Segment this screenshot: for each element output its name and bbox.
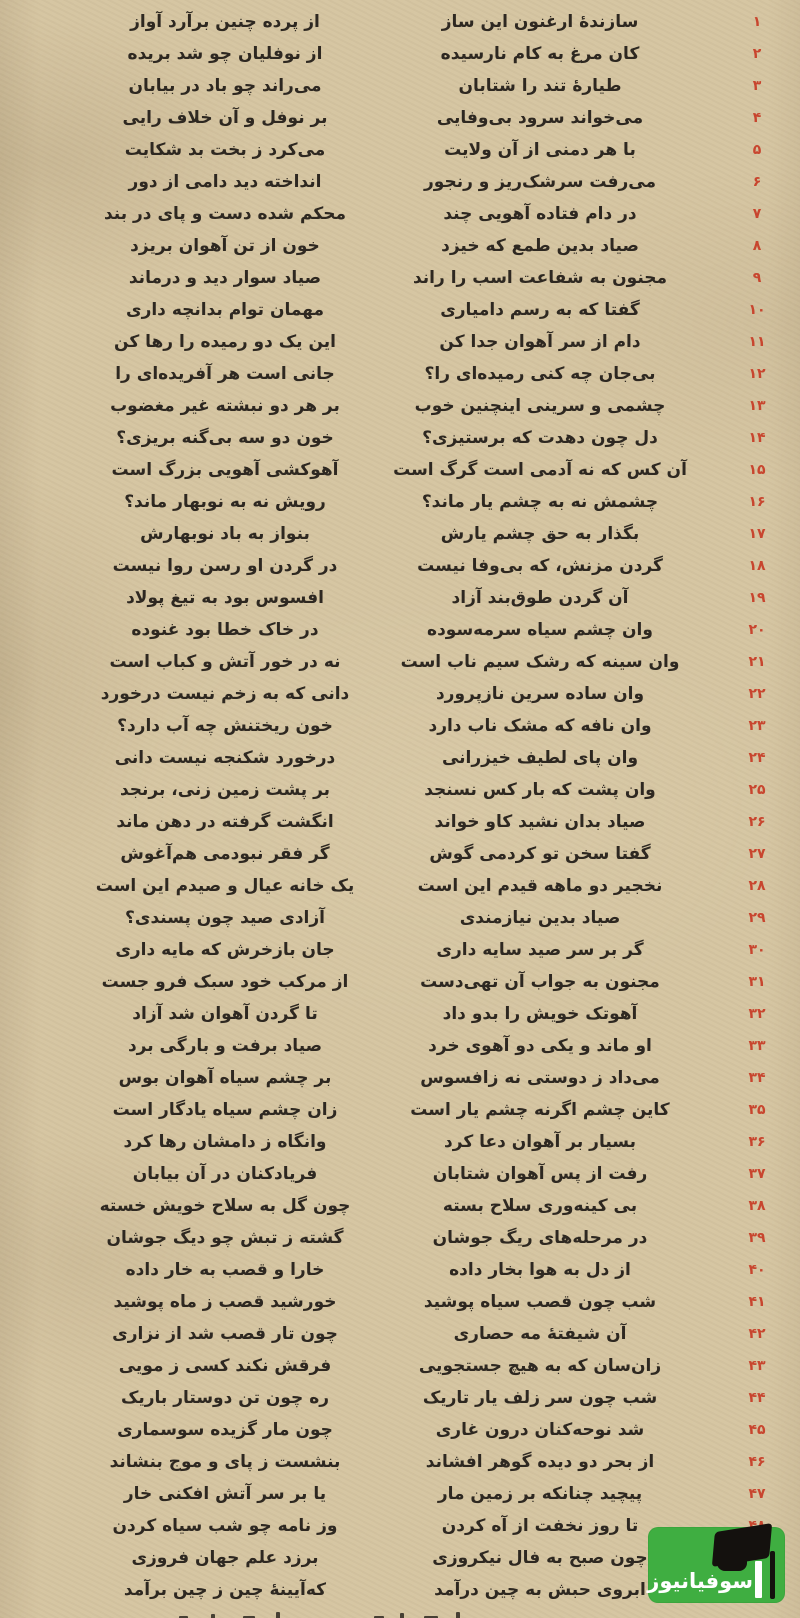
- verse-row: [0, 1286, 800, 1318]
- verse-row: [0, 198, 800, 230]
- verse-hemistich-1: شب چون قصب سیاه پوشید: [423, 1292, 657, 1312]
- verse-row: [0, 742, 800, 774]
- verse-hemistich-1: دل چون دهدت که برستیزی؟: [422, 428, 658, 448]
- verse-hemistich-1: تا روز نخفت از آه کردن: [441, 1516, 639, 1536]
- verse-row: [0, 390, 800, 422]
- verse-hemistich-2: بنواز به باد نوبهارش: [140, 524, 310, 544]
- verse-row: [0, 646, 800, 678]
- verse-number: ۲: [752, 46, 762, 62]
- verse-hemistich-1: صیاد بدان نشید کاو خواند: [434, 812, 646, 832]
- verse-row: [0, 678, 800, 710]
- verse-hemistich-1: آهوتک خویش را بدو داد: [442, 1004, 638, 1024]
- verse-hemistich-1: وان ساده سرین نازپرورد: [435, 684, 645, 704]
- verse-hemistich-1: در دام فتاده آهویی چند: [443, 204, 637, 224]
- verse-row: [0, 1126, 800, 1158]
- verse-number: ۱۷: [748, 526, 766, 542]
- verse-hemistich-2: رویش نه به نوبهار ماند؟: [124, 492, 326, 512]
- verse-row: [0, 614, 800, 646]
- verse-hemistich-2: صیاد برفت و بارگی برد: [127, 1036, 323, 1056]
- verse-hemistich-1: بی کینه‌وری سلاح بسته: [442, 1196, 638, 1216]
- verse-hemistich-2: در گردن او رسن روا نیست: [112, 556, 338, 576]
- watermark-logo: [648, 1527, 785, 1603]
- verse-row: [0, 1094, 800, 1126]
- verse-hemistich-1: وان پای لطیف خیزرانی: [441, 748, 639, 768]
- verse-number: ۲۷: [748, 846, 766, 862]
- verse-number: ۳۵: [748, 1102, 766, 1118]
- verse-row: [0, 1350, 800, 1382]
- verse-row: [0, 166, 800, 198]
- verse-hemistich-1: گفتا که به رسم دامیاری: [440, 300, 640, 320]
- verse-hemistich-1: رفت از پس آهوان شتابان: [432, 1164, 648, 1184]
- verse-number: ۱۲: [748, 366, 766, 382]
- verse-number: ۲۳: [748, 718, 766, 734]
- verse-row: [0, 38, 800, 70]
- verse-hemistich-2: از نوفلیان چو شد بریده: [127, 44, 323, 64]
- verse-row: [0, 1030, 800, 1062]
- verse-hemistich-2: دانی که به زخم نیست درخورد: [100, 684, 350, 704]
- verse-number: ۳: [752, 78, 762, 94]
- verse-hemistich-2: یا بر سر آتش افکنی خار: [123, 1484, 327, 1504]
- verse-number: ۳۹: [748, 1230, 766, 1246]
- verse-hemistich-1: می‌داد ز دوستی نه زافسوس: [420, 1068, 660, 1088]
- verse-number: ۴۰: [748, 1262, 766, 1278]
- verse-number: ۱۸: [748, 558, 766, 574]
- verse-hemistich-1: نخجیر دو ماهه قیدم این است: [417, 876, 663, 896]
- verse-row: [0, 294, 800, 326]
- verse-hemistich-1: گردن مزنش، که بی‌وفا نیست: [417, 556, 663, 576]
- verse-hemistich-2: برزد علم جهان فروزی: [131, 1548, 319, 1568]
- verse-row: [0, 1254, 800, 1286]
- verse-hemistich-1: صیاد بدین نیازمندی: [459, 908, 621, 928]
- verse-hemistich-1: چشمی و سرینی اینچنین خوب: [414, 396, 666, 416]
- verse-number: ۴۳: [748, 1358, 766, 1374]
- verse-hemistich-2: تا گردن آهوان شد آزاد: [132, 1004, 318, 1024]
- verse-row: [0, 230, 800, 262]
- verse-hemistich-1: با هر دمنی از آن ولایت: [444, 140, 636, 160]
- verse-hemistich-2: ره چون تن دوستار باریک: [120, 1388, 330, 1408]
- verse-hemistich-2: می‌کرد ز بخت بد شکایت: [124, 140, 326, 160]
- verse-hemistich-2: که‌آیینهٔ چین ز چین برآمد: [123, 1580, 327, 1600]
- verse-hemistich-1: گر بر سر صید سایه داری: [436, 940, 644, 960]
- verse-number: ۱: [752, 14, 762, 30]
- verse-hemistich-1: شد نوحه‌کنان درون غاری: [435, 1420, 645, 1440]
- verse-hemistich-1: طیارهٔ تند را شتابان: [458, 76, 622, 96]
- verse-hemistich-2: در خاک خطا بود غنوده: [131, 620, 319, 640]
- verse-hemistich-1: از دل به هوا بخار داده: [449, 1260, 631, 1280]
- verse-hemistich-2: خون ریختنش چه آب دارد؟: [117, 716, 333, 736]
- verse-hemistich-2: نه در خور آتش و کباب است: [109, 652, 341, 672]
- verse-number: ۲۰: [748, 622, 766, 638]
- verse-number: ۱۰: [748, 302, 766, 318]
- verse-row: [0, 518, 800, 550]
- verse-row: [0, 70, 800, 102]
- verse-hemistich-2: انداخته دید دامی از دور: [128, 172, 322, 192]
- verse-hemistich-2: چون گل به سلاح خویش خسته: [99, 1196, 351, 1216]
- verse-row: [0, 1478, 800, 1510]
- verse-hemistich-2: بر نوفل و آن خلاف رایی: [122, 108, 328, 128]
- verse-hemistich-1: ابروی حبش به چین درآمد: [434, 1580, 646, 1600]
- verse-number: ۷: [752, 206, 762, 222]
- verse-row: [0, 134, 800, 166]
- verse-hemistich-1: او ماند و یکی دو آهوی خرد: [428, 1036, 652, 1056]
- verse-hemistich-1: کان مرغ به کام نارسیده: [440, 44, 640, 64]
- verse-number: ۴۲: [748, 1326, 766, 1342]
- verse-number: ۵: [752, 142, 762, 158]
- verse-hemistich-1: بسیار بر آهوان دعا کرد: [444, 1132, 636, 1152]
- verse-hemistich-1: وان پشت که بار کس نسنجد: [424, 780, 656, 800]
- verse-hemistich-1: پیچید چنانکه بر زمین مار: [437, 1484, 643, 1504]
- verse-hemistich-2: فرقش نکند کسی ز مویی: [118, 1356, 332, 1376]
- verse-number: ۲۶: [748, 814, 766, 830]
- verse-hemistich-1: بی‌جان چه کنی رمیده‌ای را؟: [424, 364, 656, 384]
- verse-number: ۴۷: [748, 1486, 766, 1502]
- verse-hemistich-2: از پرده چنین برآرد آواز: [130, 12, 320, 32]
- verse-number: ۴۵: [748, 1422, 766, 1438]
- verse-hemistich-2: یک خانه عیال و صیدم این است: [95, 876, 355, 896]
- verse-hemistich-1: کاین چشم اگرنه چشم یار است: [410, 1100, 670, 1120]
- verse-hemistich-2: جانی است هر آفریده‌ای را: [115, 364, 335, 384]
- verse-hemistich-1: زان‌سان که به هیچ جستجویی: [418, 1356, 662, 1376]
- verse-hemistich-2: خون دو سه بی‌گنه بریزی؟: [116, 428, 334, 448]
- verse-number: ۳۸: [748, 1198, 766, 1214]
- verse-hemistich-1: وان نافه که مشک ناب دارد: [428, 716, 652, 736]
- verse-hemistich-1: مجنون به شفاعت اسب را راند: [412, 268, 668, 288]
- verse-number: ۳۴: [748, 1070, 766, 1086]
- verse-number: ۲۵: [748, 782, 766, 798]
- verse-hemistich-1: چشمش نه به چشم یار ماند؟: [421, 492, 659, 512]
- verse-number: ۴۴: [748, 1390, 766, 1406]
- verse-hemistich-1: مجنون به جواب آن تهی‌دست: [420, 972, 660, 992]
- verse-number: ۱۳: [748, 398, 766, 414]
- verse-hemistich-1: دام از سر آهوان جدا کن: [439, 332, 641, 352]
- verse-number: ۱۶: [748, 494, 766, 510]
- verse-hemistich-1: آن کس که نه آدمی است گرگ است: [393, 460, 687, 480]
- verse-hemistich-2: افسوس بود به تیغ پولاد: [126, 588, 324, 608]
- verse-row: [0, 358, 800, 390]
- verse-number: ۱۵: [748, 462, 766, 478]
- verse-row: [0, 710, 800, 742]
- verse-hemistich-1: گفتا سخن تو کردمی گوش: [429, 844, 651, 864]
- verse-hemistich-2: چون مار گزیده سوسماری: [117, 1420, 333, 1440]
- verse-hemistich-1: می‌رفت سرشک‌ریز و رنجور: [424, 172, 656, 192]
- verse-hemistich-2: آهوکشی آهویی بزرگ است: [111, 460, 339, 480]
- verse-hemistich-2: مهمان توام بدانچه داری: [125, 300, 324, 320]
- verse-number: ۴: [752, 110, 762, 126]
- verse-hemistich-1: در مرحله‌های ریگ جوشان: [432, 1228, 648, 1248]
- verse-hemistich-2: می‌راند چو باد در بیابان: [128, 76, 322, 96]
- verse-number: ۱۴: [748, 430, 766, 446]
- verse-row: [0, 998, 800, 1030]
- verse-number: ۳۱: [748, 974, 766, 990]
- verse-hemistich-1: بگذار به حق چشم یارش: [440, 524, 640, 544]
- verse-hemistich-2: آزادی صید چون پسندی؟: [125, 908, 325, 928]
- verse-hemistich-2: محکم شده دست و پای در بند: [103, 204, 347, 224]
- verse-hemistich-1: وان سینه که رشک سیم ناب است: [400, 652, 680, 672]
- verse-row: [0, 6, 800, 38]
- verse-hemistich-2: گشته ز تبش چو دیگ جوشان: [106, 1228, 344, 1248]
- verse-row: [0, 550, 800, 582]
- verse-number: ۲۲: [748, 686, 766, 702]
- verse-number: ۴۶: [748, 1454, 766, 1470]
- verse-hemistich-1: آن شیفتهٔ مه حصاری: [453, 1324, 627, 1344]
- verse-row: [0, 1062, 800, 1094]
- verse-number: ۴۱: [748, 1294, 766, 1310]
- verse-number: ۳۶: [748, 1134, 766, 1150]
- verse-hemistich-2: از مرکب خود سبک فرو جست: [101, 972, 349, 992]
- verse-number: ۲۸: [748, 878, 766, 894]
- verse-hemistich-1: می‌خواند سرود بی‌وفایی: [436, 108, 644, 128]
- verse-hemistich-2: زان چشم سیاه یادگار است: [112, 1100, 338, 1120]
- verse-row: [0, 454, 800, 486]
- verse-hemistich-2: صیاد سوار دید و درماند: [128, 268, 322, 288]
- verse-row: [0, 806, 800, 838]
- verse-hemistich-2: بر چشم سیاه آهوان بوس: [118, 1068, 332, 1088]
- verse-row: [0, 1414, 800, 1446]
- verse-number: ۸: [752, 238, 762, 254]
- verse-hemistich-2: انگشت گرفته در دهن ماند: [116, 812, 334, 832]
- verse-row: [0, 1190, 800, 1222]
- verse-hemistich-2: درخورد شکنجه نیست دانی: [114, 748, 336, 768]
- verse-hemistich-2: وز نامه چو شب سیاه کردن: [112, 1516, 338, 1536]
- verse-hemistich-2: جان بازخرش که مایه داری: [115, 940, 335, 960]
- verse-row: [0, 1318, 800, 1350]
- verse-hemistich-2: بر هر دو نبشته غیر مغضوب: [110, 396, 340, 416]
- verse-hemistich-1: آن گردن طوق‌بند آزاد: [451, 588, 629, 608]
- verse-row: [0, 1446, 800, 1478]
- verse-hemistich-1: سازندهٔ ارغنون این ساز: [441, 12, 639, 32]
- verse-number: ۶: [752, 174, 762, 190]
- watermark-text: سوفیانیوز: [647, 1569, 753, 1593]
- verse-number: ۳۰: [748, 942, 766, 958]
- verse-row: [0, 486, 800, 518]
- verse-hemistich-2: خون از تن آهوان بریزد: [130, 236, 320, 256]
- verse-row: [0, 934, 800, 966]
- verse-row: [0, 1158, 800, 1190]
- verse-row: [0, 102, 800, 134]
- watermark-accent-bar: [755, 1561, 762, 1598]
- verse-number: ۲۹: [748, 910, 766, 926]
- verse-number: ۲۱: [748, 654, 766, 670]
- verse-number: ۱۱: [748, 334, 766, 350]
- verse-hemistich-1: شب چون سر زلف یار تاریک: [422, 1388, 658, 1408]
- cropped-next-line-fragment: [0, 1610, 800, 1618]
- graduation-cap-tassel: [770, 1551, 775, 1599]
- verse-row: [0, 902, 800, 934]
- verse-number: ۳۲: [748, 1006, 766, 1022]
- verse-hemistich-1: چون صبح به فال نیکروزی: [432, 1548, 648, 1568]
- verse-hemistich-2: این یک دو رمیده را رها کن: [114, 332, 336, 352]
- verse-number: ۲۴: [748, 750, 766, 766]
- verse-row: [0, 774, 800, 806]
- verse-row: [0, 582, 800, 614]
- verse-row: [0, 326, 800, 358]
- verse-row: [0, 1382, 800, 1414]
- verse-hemistich-1: وان چشم سیاه سرمه‌سوده: [427, 620, 653, 640]
- verse-hemistich-2: چون تار قصب شد از نزاری: [112, 1324, 338, 1344]
- verse-hemistich-2: بر پشت زمین زنی، برنجد: [119, 780, 331, 800]
- verse-number: ۹: [752, 270, 762, 286]
- verse-hemistich-1: صیاد بدین طمع که خیزد: [441, 236, 639, 256]
- poem-verse-list: [0, 6, 800, 1606]
- verse-number: ۱۹: [748, 590, 766, 606]
- verse-hemistich-2: بنشست ز پای و موج بنشاند: [109, 1452, 341, 1472]
- verse-row: [0, 870, 800, 902]
- verse-row: [0, 1222, 800, 1254]
- verse-hemistich-1: از بحر دو دیده گوهر افشاند: [425, 1452, 655, 1472]
- verse-row: [0, 262, 800, 294]
- verse-number: ۳۳: [748, 1038, 766, 1054]
- verse-hemistich-2: فریادکنان در آن بیابان: [132, 1164, 318, 1184]
- verse-hemistich-2: وانگاه ز دامشان رها کرد: [123, 1132, 327, 1152]
- verse-number: ۳۷: [748, 1166, 766, 1182]
- verse-row: [0, 422, 800, 454]
- verse-row: [0, 838, 800, 870]
- verse-hemistich-2: گر فقر نبودمی هم‌آغوش: [120, 844, 330, 864]
- verse-row: [0, 966, 800, 998]
- verse-hemistich-2: خارا و قصب به خار داده: [125, 1260, 325, 1280]
- verse-hemistich-2: خورشید قصب ز ماه پوشید: [113, 1292, 337, 1312]
